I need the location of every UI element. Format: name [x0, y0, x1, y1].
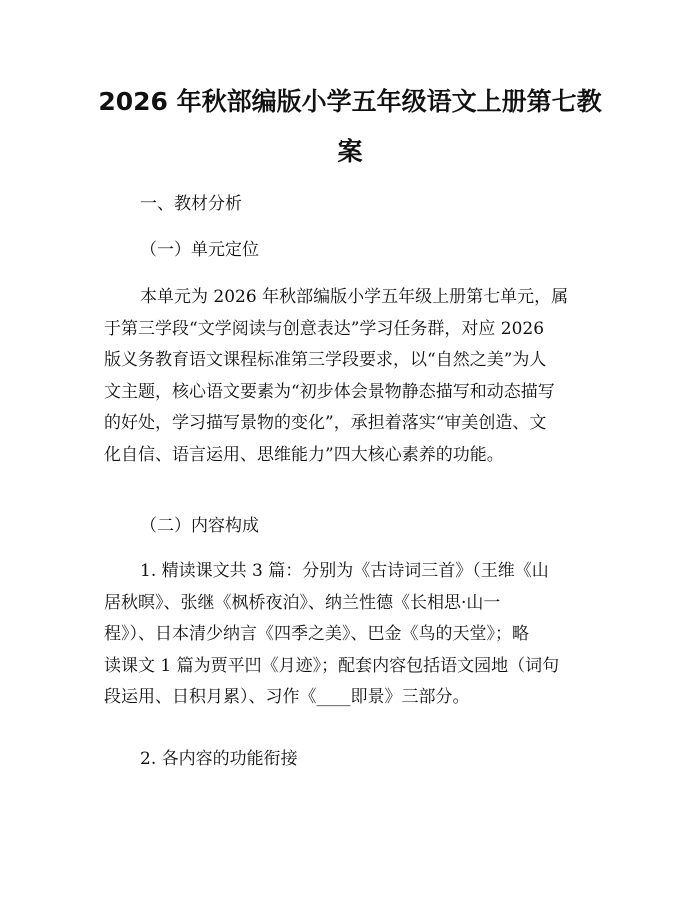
paragraph-line: 化自信、语言运用、思维能力”四大核心素养的功能。 [104, 444, 504, 465]
section-heading-textbook-analysis: 一、教材分析 [140, 194, 242, 214]
list-item-line: 段运用、日积月累）、习作《____即景》三部分。 [104, 687, 470, 707]
subsection-heading-content-composition: （二）内容构成 [140, 516, 259, 536]
list-item-line: 程》）、日本清少纳言《四季之美》、巴金《鸟的天堂》；略 [104, 624, 529, 644]
document-title-line-2: 案 [337, 137, 363, 166]
paragraph-line: 文主题，核心语文要素为“初步体会景物静态描写和动态描写 [104, 381, 555, 402]
paragraph-line: 的好处，学习描写景物的变化”，承担着落实“审美创造、文 [104, 413, 547, 433]
list-item-function-connection: 2. 各内容的功能衔接 [140, 749, 298, 769]
list-item-intensive-reading [104, 556, 600, 714]
paragraph-unit-positioning [104, 282, 600, 471]
paragraph-line: 本单元为 2026 年秋部编版小学五年级上册第七单元，属 [140, 287, 569, 307]
paragraph-line: 于第三学段“文学阅读与创意表达”学习任务群，对应 2026 [104, 318, 545, 339]
list-item-line: 居秋暝》、张继《枫桥夜泊》、纳兰性德《长相思·山一 [104, 592, 501, 613]
list-item-line: 读课文 1 篇为贾平凹《月迹》；配套内容包括语文园地（词句 [104, 655, 560, 676]
paragraph-line: 版义务教育语文课程标准第三学段要求，以“自然之美”为人 [104, 350, 547, 370]
list-item-line: 1. 精读课文共 3 篇：分别为《古诗词三首》（王维《山 [140, 561, 549, 581]
document-title-line-1: 2026 年秋部编版小学五年级语文上册第七教 [98, 87, 602, 116]
subsection-heading-unit-positioning: （一）单元定位 [140, 240, 259, 260]
